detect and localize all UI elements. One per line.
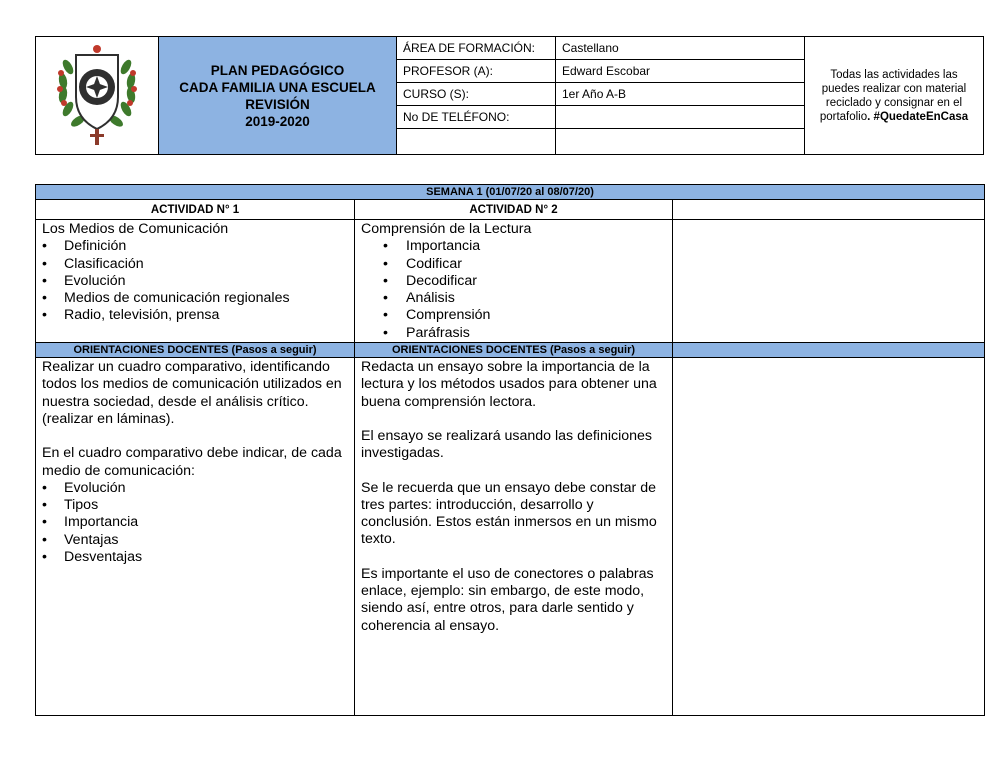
- note-dot: .: [867, 110, 871, 123]
- orientation-1-paragraph: Realizar un cuadro comparativo, identificando todos los medios de comunicación utilizados en nuestra sociedad, desde el análisis crítico. (realizar en láminas).: [42, 359, 342, 427]
- note-text: Todas las actividades las puedes realizar con material reciclado y consignar en el portafolio: [819, 68, 967, 123]
- field-label-teacher: PROFESOR (A):: [397, 60, 556, 83]
- orientation-1-list: [42, 480, 348, 566]
- list-item: • Codificar: [361, 256, 666, 273]
- orientation-2-paragraph: Se le recuerda que un ensayo debe constar de tres partes: introducción, desarrollo y conclusión. Estos están inmersos en un mismo texto.: [361, 479, 657, 548]
- activity-2-header: ACTIVIDAD N° 2: [355, 200, 673, 220]
- field-label-empty: [397, 129, 556, 155]
- field-label-area: ÁREA DE FORMACIÓN:: [397, 37, 556, 60]
- list-item: • Comprensión: [361, 307, 666, 324]
- activity-1-header: ACTIVIDAD N° 1: [36, 200, 355, 220]
- list-item: • Decodificar: [361, 273, 666, 290]
- field-label-phone: No DE TELÉFONO:: [397, 106, 556, 129]
- activity-1-title: Los Medios de Comunicación: [42, 221, 229, 237]
- field-label-course: CURSO (S):: [397, 83, 556, 106]
- header-table: [35, 36, 984, 155]
- list-item: • Radio, televisión, prensa: [42, 307, 348, 324]
- list-item: • Definición: [42, 238, 348, 255]
- orientation-2-paragraph: Redacta un ensayo sobre la importancia de la lectura y los métodos usados para obtener una buena comprensión lectora.: [361, 359, 657, 410]
- list-item: • Clasificación: [42, 256, 348, 273]
- activity-2-content: [355, 220, 673, 343]
- plan-title: [159, 37, 397, 155]
- orientation-2-content: [355, 358, 673, 716]
- orientation-1-paragraph: En el cuadro comparativo debe indicar, de cada medio de comunicación:: [42, 445, 342, 479]
- title-line-2: CADA FAMILIA UNA ESCUELA: [179, 79, 376, 95]
- activity-3-header: [673, 200, 985, 220]
- orientation-2-paragraph: El ensayo se realizará usando las definiciones investigadas.: [361, 427, 653, 462]
- orientation-1-header: ORIENTACIONES DOCENTES (Pasos a seguir): [36, 343, 355, 358]
- field-value-phone: [556, 106, 805, 129]
- list-item: • Medios de comunicación regionales: [42, 290, 348, 307]
- title-line-1: PLAN PEDAGÓGICO: [210, 62, 345, 78]
- activity-2-list: [361, 238, 666, 342]
- field-value-empty: [556, 129, 805, 155]
- week-title: SEMANA 1 (01/07/20 al 08/07/20): [36, 185, 985, 200]
- list-item: • Importancia: [42, 514, 348, 531]
- activity-3-content: [673, 220, 985, 343]
- orientation-2-paragraph: Es importante el uso de conectores o palabras enlace, ejemplo: sin embargo, de este modo, siendo así, entre otros, para darle sentido y coherencia al ensayo.: [361, 565, 654, 634]
- school-emblem-icon: [54, 37, 140, 149]
- activity-1-list: [42, 238, 348, 324]
- title-line-3: REVISIÓN: [245, 96, 310, 112]
- list-item: • Análisis: [361, 290, 666, 307]
- orientation-2-header: ORIENTACIONES DOCENTES (Pasos a seguir): [355, 343, 673, 358]
- list-item: • Importancia: [361, 238, 666, 255]
- field-value-area: Castellano: [556, 37, 805, 60]
- header-note: [805, 37, 984, 155]
- list-item: • Ventajas: [42, 532, 348, 549]
- orientation-3-content: [673, 358, 985, 716]
- list-item: • Tipos: [42, 497, 348, 514]
- title-line-4: 2019-2020: [245, 113, 310, 129]
- field-value-teacher: Edward Escobar: [556, 60, 805, 83]
- activity-2-title: Comprensión de la Lectura: [361, 221, 532, 237]
- field-value-course: 1er Año A-B: [556, 83, 805, 106]
- logo-cell: [36, 37, 159, 155]
- list-item: • Evolución: [42, 480, 348, 497]
- list-item: • Evolución: [42, 273, 348, 290]
- orientation-3-header: [673, 343, 985, 358]
- activity-1-content: [36, 220, 355, 343]
- list-item: • Desventajas: [42, 549, 348, 566]
- list-item: • Paráfrasis: [361, 325, 666, 342]
- hashtag-quedate-en-casa: #QuedateEnCasa: [873, 110, 969, 123]
- week-plan-table: [35, 184, 985, 716]
- orientation-1-content: [36, 358, 355, 716]
